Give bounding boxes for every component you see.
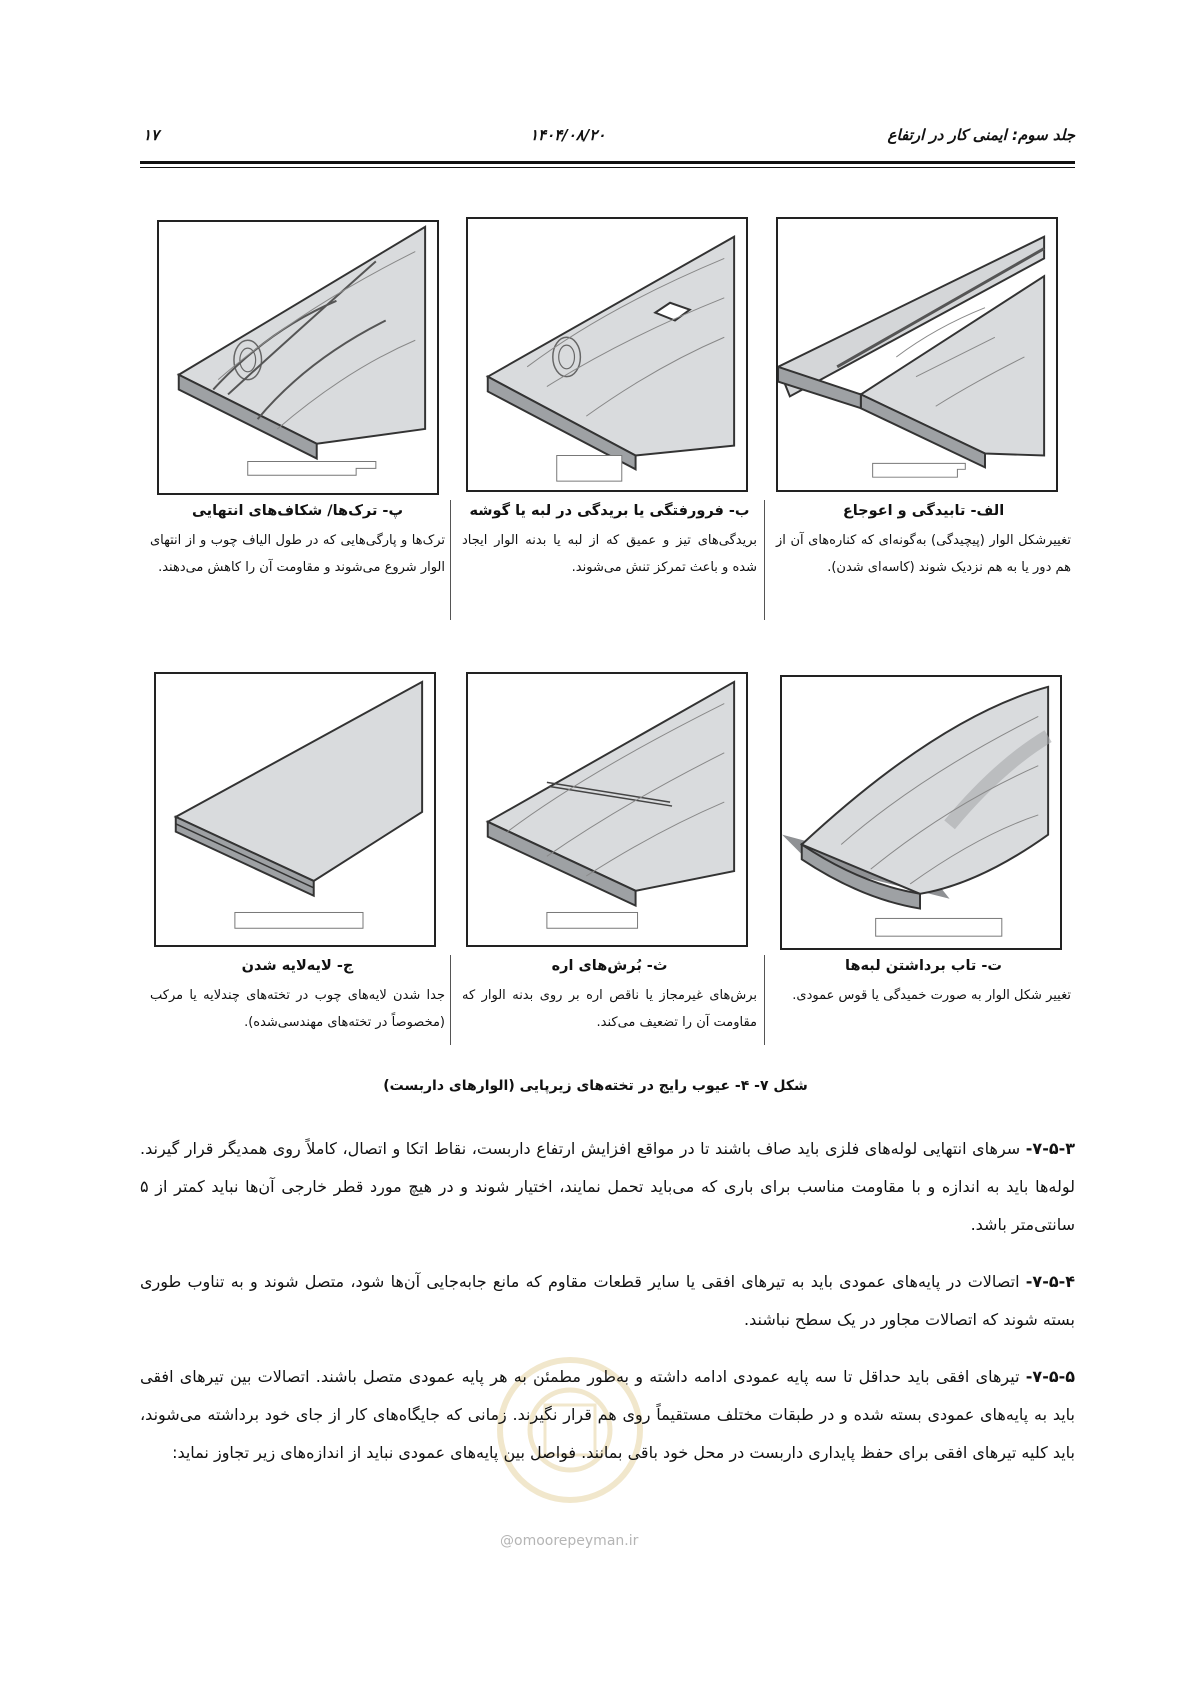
header-rule [140, 161, 1075, 164]
figure-edge-bow-image [780, 675, 1062, 950]
caption-divider [450, 955, 451, 1045]
paragraph-7-5-3 [140, 1130, 1075, 1244]
figure-caption: شکل ۷- ۴- عیوب رایج در تخته‌های زیرپایی (الوارهای داربست) [383, 1078, 808, 1094]
book-title: جلد سوم: ایمنی کار در ارتفاع [887, 126, 1075, 144]
figure-notch-image [466, 217, 748, 492]
caption-title: الف- تابیدگی و اعوجاع [842, 503, 1005, 519]
header-rule-thin [140, 167, 1075, 168]
figure-end-cracks-image [157, 220, 439, 495]
figure-caption-delamination [150, 958, 445, 1036]
figure-caption-edge-bow [776, 958, 1071, 1009]
paragraph-text: سرهای انتهایی لوله‌های فلزی باید صاف باشند تا در مواقع افزایش ارتفاع داربست، نقاط اتکا و اتصال، کاملاً روی همدیگر قرار گیرند. لوله‌ها باید به اندازه و با مقاومت مناسب برای باری که می‌باید تحمل نمایند، اختیار شوند و در هیچ مورد قطر خارجی آن‌ها نباید کمتر از ۵ سانتی‌متر باشد. [140, 1139, 1075, 1234]
caption-description: ترک‌ها و پارگی‌هایی که در طول الیاف چوب و از انتهای الوار شروع می‌شوند و مقاومت آن را کاهش می‌دهند. [150, 533, 445, 575]
figure-warp-image [776, 217, 1058, 492]
caption-description: تغییرشکل الوار (پیچیدگی) به‌گونه‌ای که کناره‌های آن از هم دور یا به هم نزدیک شوند (کاسه‌ای شدن). [776, 533, 1071, 575]
paragraph-7-5-4 [140, 1263, 1075, 1339]
watermark-text: @omoorepeyman.ir [500, 1533, 639, 1549]
paragraph-text: اتصالات در پایه‌های عمودی باید به تیرهای افقی یا سایر قطعات مقاوم که مانع جابه‌جایی آن‌ها شود، متصل شوند و به تناوب طوری بسته شوند که اتصالات مجاور در یک سطح نباشند. [140, 1272, 1075, 1329]
paragraph-7-5-5 [140, 1358, 1075, 1472]
caption-title: پ- ترک‌ها/ شکاف‌های انتهایی [191, 503, 404, 519]
caption-title: ث- بُرش‌های اره [551, 958, 668, 974]
caption-title: ت- تاب برداشتن لبه‌ها [845, 958, 1002, 974]
figure-caption-saw-cuts [462, 958, 757, 1036]
caption-description: بریدگی‌های تیز و عمیق که از لبه یا بدنه الوار ایجاد شده و باعث تمرکز تنش می‌شوند. [462, 533, 757, 575]
caption-divider [450, 500, 451, 620]
caption-divider [764, 955, 765, 1045]
caption-title: ب- فرورفتگی یا بریدگی در لبه یا گوشه [469, 503, 750, 519]
figure-caption-notch [462, 503, 757, 581]
figure-caption-cracks [150, 503, 445, 581]
paragraph-number: ۷-۵-۴- [1025, 1272, 1075, 1291]
caption-description: تغییر شکل الوار به صورت خمیدگی یا قوس عمودی. [792, 988, 1071, 1003]
page-date: ۱۴۰۴/۰۸/۲۰ [530, 126, 606, 144]
paragraph-number: ۷-۵-۳- [1025, 1139, 1075, 1158]
caption-divider [764, 500, 765, 620]
caption-title: ج- لایه‌لایه شدن [241, 958, 354, 974]
figure-delamination-image [154, 672, 436, 947]
figure-saw-cuts-image [466, 672, 748, 947]
caption-description: برش‌های غیرمجاز یا ناقص اره بر روی بدنه الوار که مقاومت آن را تضعیف می‌کند. [462, 988, 757, 1030]
paragraph-number: ۷-۵-۵- [1025, 1367, 1075, 1386]
figure-caption-warp [776, 503, 1071, 581]
caption-description: جدا شدن لایه‌های چوب در تخته‌های چندلایه یا مرکب (مخصوصاً در تخته‌های مهندسی‌شده). [150, 988, 445, 1030]
page-number: ۱۷ [143, 126, 160, 144]
paragraph-text: تیرهای افقی باید حداقل تا سه پایه عمودی ادامه داشته و به‌طور مطمئن به هر پایه عمودی متصل باشند. اتصالات بین تیرهای افقی باید به پایه‌های عمودی بسته شده و در طبقات مختلف مستقیماً روی هم قرار نگیرند. زمانی که جایگاه‌های کار از جای خود برداشته می‌شوند، باید کلیه تیرهای افقی برای حفظ پایداری داربست در محل خود باقی بمانند. فواصل بین پایه‌های عمودی نباید از اندازه‌های زیر تجاوز نماید: [140, 1367, 1075, 1462]
